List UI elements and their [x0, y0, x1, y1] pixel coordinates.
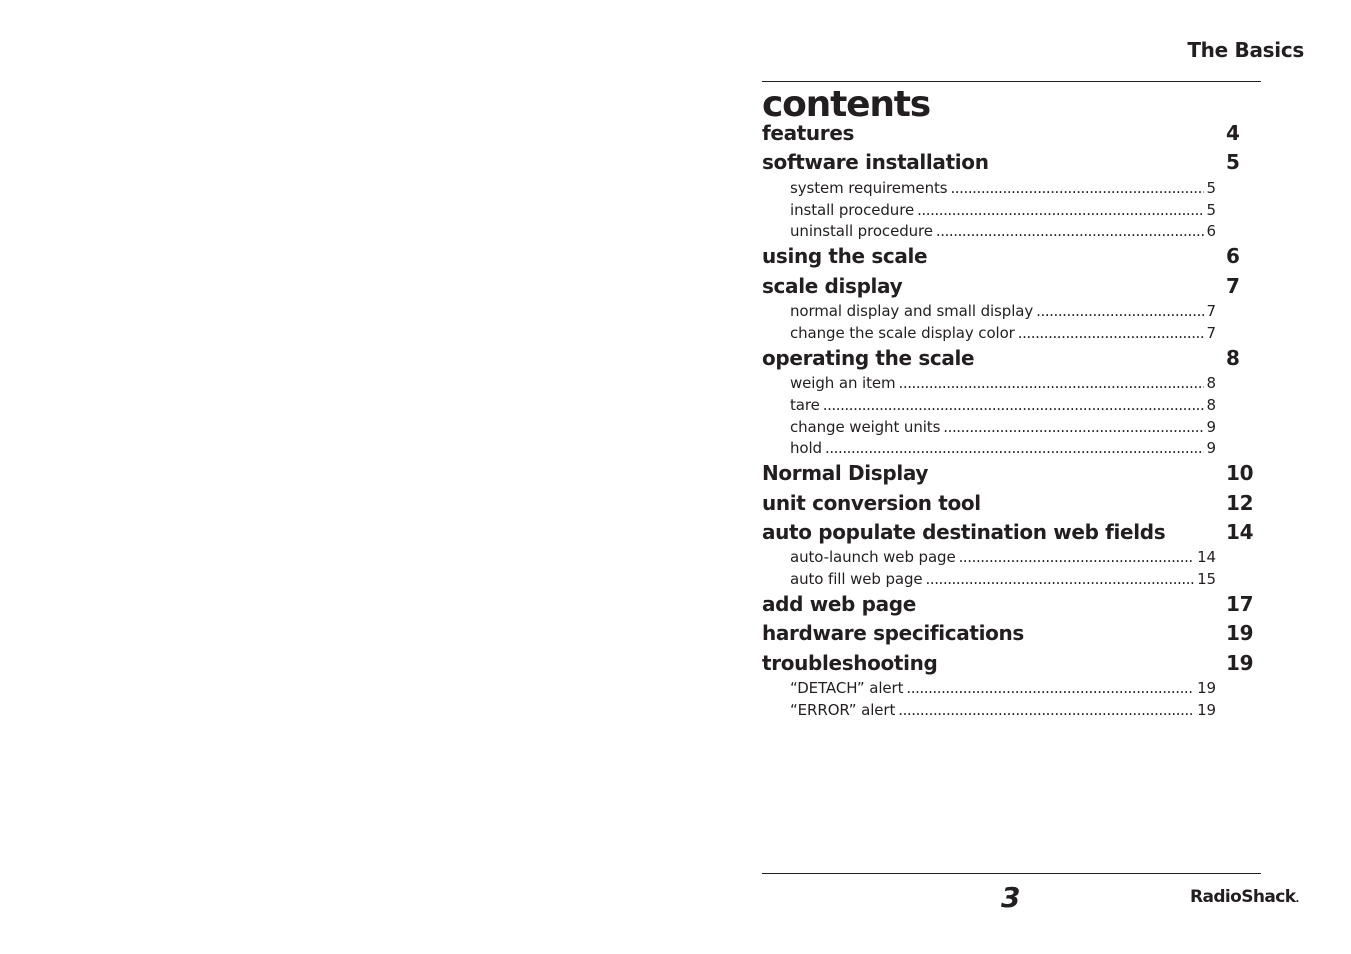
toc-subentry-page: 14 [1197, 548, 1216, 566]
toc-subentry-page: 15 [1197, 570, 1216, 588]
toc-entry-page: 8 [1226, 346, 1240, 370]
toc-entry-page: 4 [1226, 121, 1240, 145]
toc-subentry-hold[interactable] [790, 439, 1216, 457]
page-number: 3 [1001, 881, 1021, 914]
toc-subentry-page: 7 [1206, 324, 1216, 342]
toc-subentry-label: change the scale display color [790, 324, 1015, 342]
top-divider [762, 81, 1261, 82]
toc-subentry-auto-launch[interactable] [790, 548, 1216, 566]
dot-leader [906, 679, 1194, 697]
toc-subentry-page: 5 [1206, 179, 1216, 197]
toc-subentry-label: install procedure [790, 201, 915, 219]
dot-leader [823, 396, 1204, 414]
bottom-divider [762, 873, 1261, 874]
toc-subentry-label: auto fill web page [790, 570, 923, 588]
toc-entry-page: 6 [1226, 244, 1240, 268]
toc-subentry-page: 7 [1206, 302, 1216, 320]
toc-subentry-page: 19 [1197, 679, 1216, 697]
toc-subentry-display-color[interactable] [790, 324, 1216, 342]
dot-leader [917, 201, 1203, 219]
toc-subentry-page: 19 [1197, 701, 1216, 719]
toc-subentry-label: auto-launch web page [790, 548, 956, 566]
toc-subentry-label: hold [790, 439, 822, 457]
toc-entry-page: 5 [1226, 150, 1240, 174]
toc-entry-label: auto populate destination web fields [762, 520, 1166, 544]
dot-leader [898, 701, 1194, 719]
toc-subentry-label: system requirements [790, 179, 948, 197]
dot-leader [950, 179, 1203, 197]
toc-subentry-change-weight-units[interactable] [790, 418, 1216, 436]
contents-title: contents [762, 84, 930, 125]
toc-subentry-system-requirements[interactable] [790, 179, 1216, 197]
toc-subentry-label: “DETACH” alert [790, 679, 904, 697]
toc-subentry-page: 9 [1206, 418, 1216, 436]
dot-leader [936, 222, 1204, 240]
toc-entry-label: hardware specifications [762, 621, 1024, 645]
dot-leader [1018, 324, 1204, 342]
toc-entry-page: 10 [1226, 461, 1254, 485]
toc-entry-page: 12 [1226, 491, 1254, 515]
section-header: The Basics [1187, 38, 1304, 62]
toc-entry-label: software installation [762, 150, 989, 174]
toc-subentry-label: change weight units [790, 418, 941, 436]
dot-leader [959, 548, 1195, 566]
toc-subentry-install-procedure[interactable] [790, 201, 1216, 219]
table-of-contents [762, 84, 1262, 719]
toc-subentry-page: 6 [1206, 222, 1216, 240]
toc-subentry-label: normal display and small display [790, 302, 1034, 320]
toc-subentry-normal-and-small-display[interactable] [790, 302, 1216, 320]
dot-leader [899, 374, 1204, 392]
toc-entry-label: add web page [762, 592, 916, 616]
dot-leader [943, 418, 1203, 436]
dot-leader [926, 570, 1195, 588]
toc-entry-label: features [762, 121, 855, 145]
toc-entry-label: unit conversion tool [762, 491, 981, 515]
toc-subentry-label: weigh an item [790, 374, 896, 392]
dot-leader [825, 439, 1204, 457]
toc-subentry-label: uninstall procedure [790, 222, 933, 240]
toc-subentry-weigh-an-item[interactable] [790, 374, 1216, 392]
toc-entry-page: 17 [1226, 592, 1254, 616]
toc-entry-label: Normal Display [762, 461, 929, 485]
toc-subentry-detach-alert[interactable] [790, 679, 1216, 697]
toc-subentry-auto-fill[interactable] [790, 570, 1216, 588]
toc-entry-page: 14 [1226, 520, 1254, 544]
toc-subentry-tare[interactable] [790, 396, 1216, 414]
toc-subentry-label: “ERROR” alert [790, 701, 896, 719]
radioshack-logo [1190, 887, 1299, 907]
toc-subentry-uninstall-procedure[interactable] [790, 222, 1216, 240]
toc-entry-label: operating the scale [762, 346, 975, 370]
dot-leader [1036, 302, 1203, 320]
toc-subentry-page: 8 [1206, 396, 1216, 414]
toc-entry-label: scale display [762, 274, 903, 298]
toc-entry-label: using the scale [762, 244, 928, 268]
toc-subentry-label: tare [790, 396, 820, 414]
toc-subentry-error-alert[interactable] [790, 701, 1216, 719]
brand-dot: . [1295, 894, 1299, 905]
toc-subentry-page: 5 [1206, 201, 1216, 219]
toc-entry-page: 19 [1226, 621, 1254, 645]
toc-entry-page: 7 [1226, 274, 1240, 298]
toc-entry-label: troubleshooting [762, 651, 938, 675]
brand-name: RadioShack [1190, 887, 1296, 907]
toc-entry-page: 19 [1226, 651, 1254, 675]
toc-subentry-page: 8 [1206, 374, 1216, 392]
toc-subentry-page: 9 [1206, 439, 1216, 457]
